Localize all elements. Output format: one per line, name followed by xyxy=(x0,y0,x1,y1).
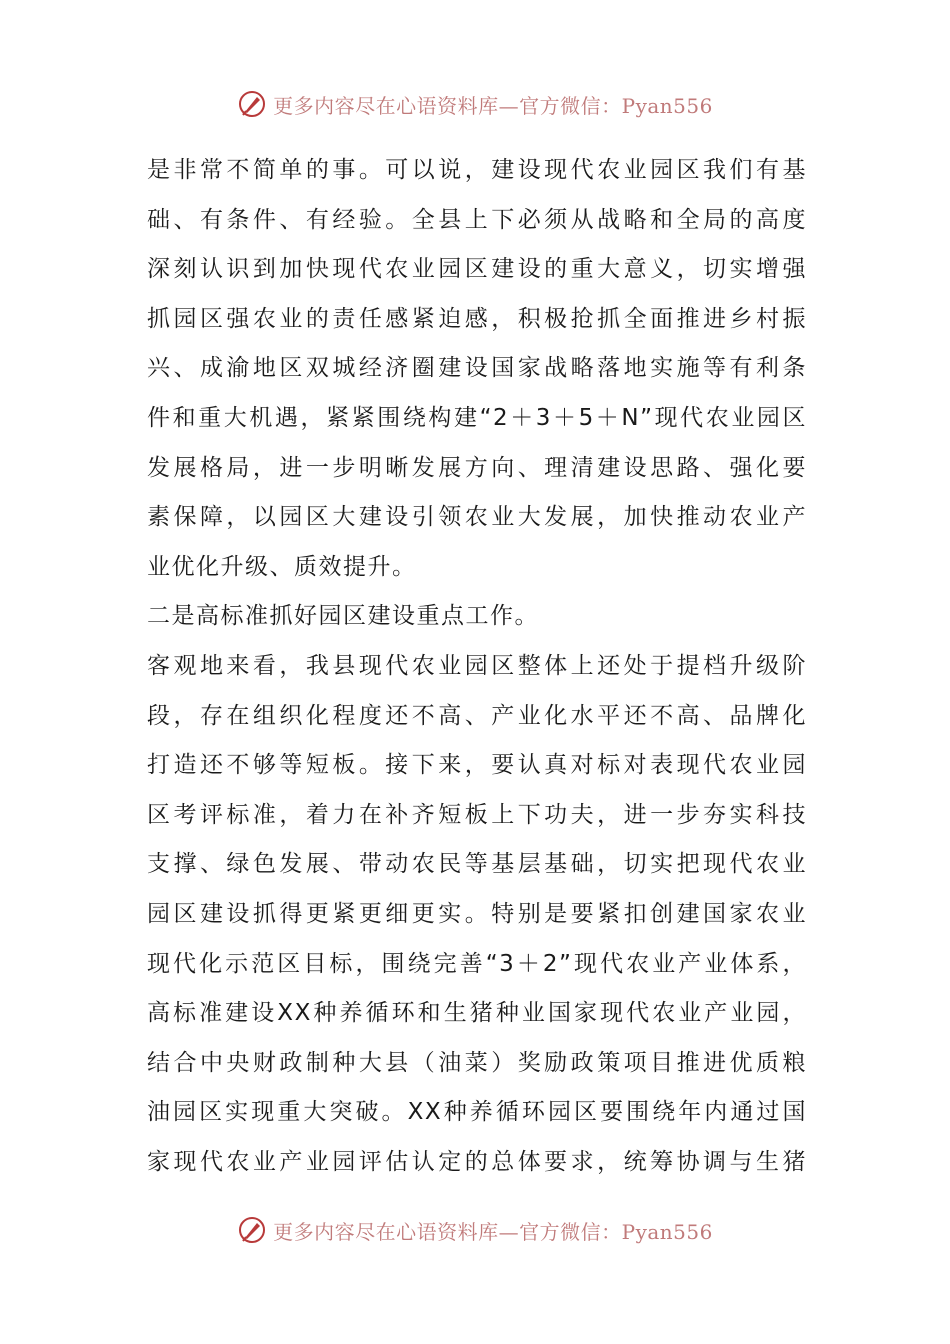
text-line: 深刻认识到加快现代农业园区建设的重大意义，切实增强 xyxy=(147,256,807,283)
footer-banner xyxy=(0,1210,950,1250)
text-line: 发展格局，进一步明晰发展方向、理清建设思路、强化要 xyxy=(147,454,807,481)
text-line: 结合中央财政制种大县（油菜）奖励政策项目推进优质粮 xyxy=(147,1049,807,1076)
text-line: 抓园区强农业的责任感紧迫感，积极抢抓全面推进乡村振 xyxy=(147,305,807,332)
text-line: 现代化示范区目标，围绕完善“3＋2”现代农业产业体系， xyxy=(147,950,807,977)
text-line: 油园区实现重大突破。XX种养循环园区要围绕年内通过国 xyxy=(147,1099,807,1126)
text-line: 区考评标准，着力在补齐短板上下功夫，进一步夯实科技 xyxy=(147,801,807,828)
text-line: 素保障，以园区大建设引领农业大发展，加快推动农业产 xyxy=(147,504,807,531)
quill-pen-icon xyxy=(237,1215,267,1245)
quill-pen-icon xyxy=(237,89,267,119)
document-body xyxy=(147,146,807,1187)
section-heading: 二是高标准抓好园区建设重点工作。 xyxy=(147,603,539,630)
text-line: 高标准建设XX种养循环和生猪种业国家现代农业产业园， xyxy=(147,1000,807,1027)
text-line: 础、有条件、有经验。全县上下必须从战略和全局的高度 xyxy=(147,206,807,233)
text-line: 业优化升级、质效提升。 xyxy=(147,553,417,580)
text-line: 支撑、绿色发展、带动农民等基层基础，切实把现代农业 xyxy=(147,851,807,878)
text-line: 是非常不简单的事。可以说，建设现代农业园区我们有基 xyxy=(147,157,807,183)
text-line: 兴、成渝地区双城经济圈建设国家战略落地实施等有利条 xyxy=(147,355,807,382)
text-line: 客观地来看，我县现代农业园区整体上还处于提档升级阶 xyxy=(147,652,807,679)
header-banner-text: 更多内容尽在心语资料库—官方微信：Pyan556 xyxy=(273,93,713,118)
header-banner xyxy=(0,84,950,124)
text-line: 家现代农业产业园评估认定的总体要求，统筹协调与生猪 xyxy=(147,1148,807,1175)
text-line: 件和重大机遇，紧紧围绕构建“2＋3＋5＋N”现代农业园区 xyxy=(147,404,807,431)
text-line: 园区建设抓得更紧更细更实。特别是要紧扣创建国家农业 xyxy=(147,900,807,927)
text-line: 打造还不够等短板。接下来，要认真对标对表现代农业园 xyxy=(147,752,807,779)
footer-banner-text: 更多内容尽在心语资料库—官方微信：Pyan556 xyxy=(273,1219,713,1244)
text-line: 段，存在组织化程度还不高、产业化水平还不高、品牌化 xyxy=(147,702,807,729)
